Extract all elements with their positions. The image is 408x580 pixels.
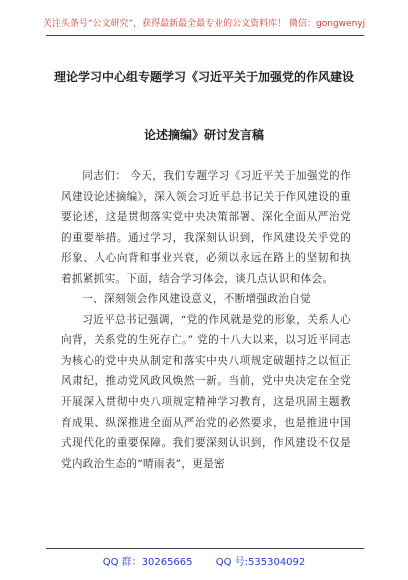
qq-group-text: QQ 群：30265665 [102, 557, 193, 568]
header-divider [46, 35, 364, 36]
footer-divider [46, 548, 364, 549]
document-body [61, 166, 351, 474]
section-heading-1: 一、深刻领会作风建设意义，不断增强政治自觉 [82, 293, 311, 306]
header-note: 关注头条号“公文研究”，获得最新最全最专业的公文资料库！ 微信：gongwenyj [42, 19, 366, 29]
footer [0, 553, 408, 568]
section-1-paragraph: 习近平总书记强调，“党的作风就是党的形象，关系人心向背，关系党的生死存亡。” 党的十八大以来，以习近平同志为核心的党中央从制定和落实中央八项规定破题持之以恒正风肃纪，推动党风政风焕然一新。当前，党中央决定在全党开展深入贯彻中央八项规定精神学习教育，这是巩固主题教育成果、纵深推进全面从严治党的必然要求，也是推进中国式现代化的重要保障。我们要深刻认识到，作风建设不仅是党内政治生态的“晴雨表”，更是密 [61, 313, 351, 470]
qq-number-text: QQ 号:535304092 [215, 557, 306, 568]
document-title-line-1: 理论学习中心组专题学习《习近平关于加强党的作风建设 [53, 70, 354, 84]
intro-paragraph: 同志们： 今天，我们专题学习《习近平关于加强党的作风建设论述摘编》，深入领会习近平总书记关于作风建设的重要论述，这是贯彻落实党中央决策部署、深化全面从严治党的重要举措。通过学习，我深刻认识到，作风建设关乎党的形象、人心向背和事业兴衰，必须以永远在路上的坚韧和执着抓紧抓实。下面，结合学习体会，谈几点认识和体会。 [61, 170, 351, 285]
document-title-line-2: 论述摘编》研讨发言稿 [143, 128, 264, 142]
